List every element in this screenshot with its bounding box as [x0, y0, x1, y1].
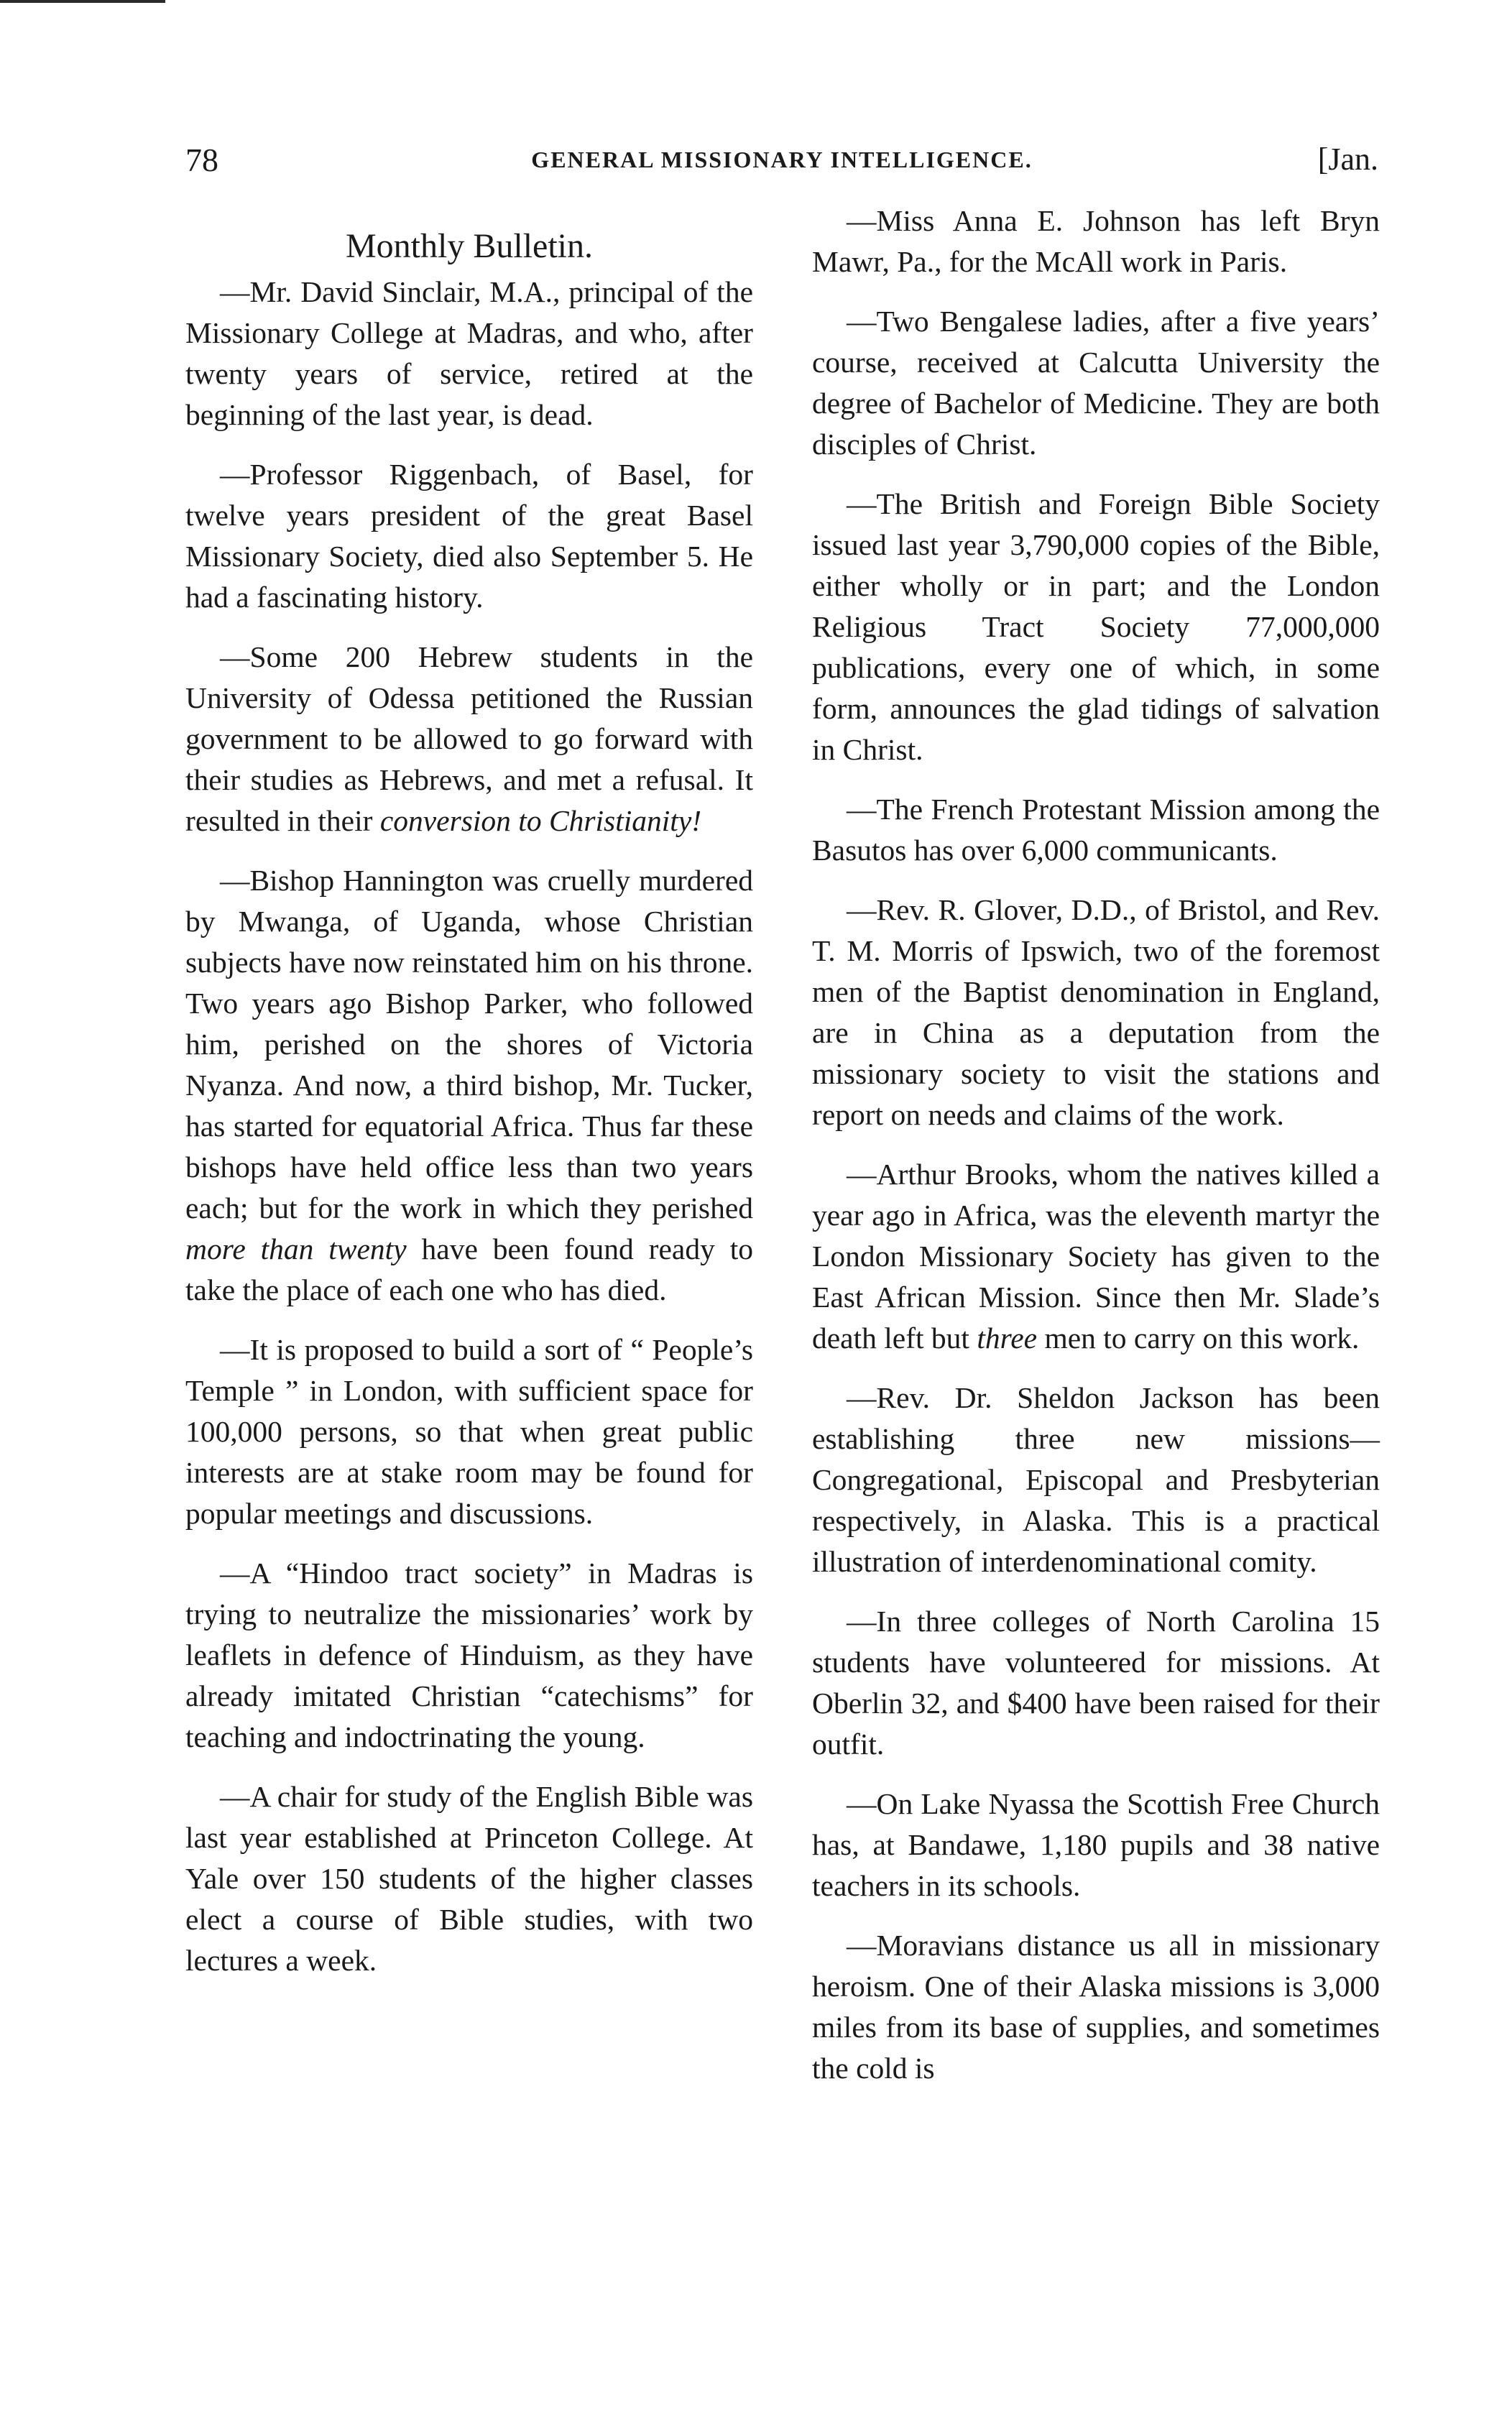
emphasis-text: conversion to Christianity!	[379, 804, 702, 837]
text-segment: —Arthur Brooks, whom the natives killed a year ago in Africa, was the eleventh martyr the London Missionary Society has given to the East African Mission. Since then Mr. Slade’s death left but	[812, 1158, 1380, 1355]
text-segment: —On Lake Nyassa the Scottish Free Church has, at Bandawe, 1,180 pupils and 38 native teachers in its schools.	[812, 1787, 1380, 1902]
bulletin-item	[185, 637, 753, 841]
bulletin-item	[185, 1776, 753, 1981]
bulletin-item	[185, 1329, 753, 1534]
text-segment: —Some 200 Hebrew students in the University of Odessa petitioned the Russian government to be allowed to go forward with their studies as Hebrews, and met a refusal. It resulted in their	[185, 640, 753, 837]
left-column	[185, 198, 753, 2000]
page-number: 78	[185, 142, 218, 178]
text-segment: —Rev. Dr. Sheldon Jackson has been establishing three new missions—Congregational, Episcopal and Presbyterian respectively, in Alaska. This is a practical illustration of interdenominational comity.	[812, 1381, 1380, 1578]
bulletin-item	[185, 1553, 753, 1758]
emphasis-text: more than twenty	[185, 1232, 407, 1265]
bulletin-item	[185, 860, 753, 1311]
bulletin-item	[812, 200, 1380, 282]
bulletin-item	[812, 890, 1380, 1135]
text-segment: —Moravians distance us all in missionary heroism. One of their Alaska missions is 3,000 miles from its base of supplies, and sometimes the cold is	[812, 1929, 1380, 2085]
text-segment: —A “Hindoo tract society” in Madras is trying to neutralize the missionaries’ work by leaflets in defence of Hinduism, as they have already imitated Christian “catechisms” for teaching and indoctrinating the young.	[185, 1556, 753, 1753]
text-segment: —Mr. David Sinclair, M.A., principal of the Missionary College at Madras, and who, after twenty years of service, retired at the beginning of the last year, is dead.	[185, 275, 753, 431]
text-segment: —Two Bengalese ladies, after a five years’ course, received at Calcutta University the degree of Bachelor of Medicine. They are both disciples of Christ.	[812, 305, 1380, 461]
section-heading: Monthly Bulletin.	[345, 227, 593, 265]
text-segment: men to carry on this work.	[1037, 1321, 1360, 1355]
issue-label: [Jan.	[1317, 142, 1378, 177]
bulletin-item	[812, 484, 1380, 770]
text-segment: —In three colleges of North Carolina 15 students have volunteered for missions. At Oberlin 32, and $400 have been raised for their outfit.	[812, 1605, 1380, 1761]
page-header	[185, 141, 1378, 184]
bulletin-item	[185, 272, 753, 435]
bulletin-item	[812, 1784, 1380, 1906]
left-paragraphs	[185, 272, 753, 1981]
bulletin-item	[812, 301, 1380, 465]
bulletin-item	[812, 789, 1380, 871]
text-segment: —The French Protestant Mission among the Basutos has over 6,000 communicants.	[812, 793, 1380, 867]
top-rule	[0, 0, 165, 3]
running-title: GENERAL MISSIONARY INTELLIGENCE.	[531, 147, 1033, 172]
text-segment: —Miss Anna E. Johnson has left Bryn Mawr, Pa., for the McAll work in Paris.	[812, 204, 1380, 278]
bulletin-item	[185, 454, 753, 618]
emphasis-text: three	[977, 1321, 1038, 1355]
text-segment: —A chair for study of the English Bible was last year established at Princeton College. At Yale over 150 students of the higher classes elect a course of Bible studies, with two lectures a week.	[185, 1780, 753, 1977]
text-segment: —Rev. R. Glover, D.D., of Bristol, and Rev. T. M. Morris of Ipswich, two of the foremost men of the Baptist denomination in England, are in China as a deputation from the missionary society to visit the stations and report on needs and claims of the work.	[812, 893, 1380, 1131]
right-paragraphs	[812, 200, 1380, 2089]
text-segment: —The British and Foreign Bible Society issued last year 3,790,000 copies of the Bible, either wholly or in part; and the London Religious Tract Society 77,000,000 publications, every one of which, in some form, announces the glad tidings of salvation in Christ.	[812, 487, 1380, 766]
bulletin-item	[812, 1154, 1380, 1359]
right-column	[812, 198, 1380, 2108]
text-segment: —Professor Riggenbach, of Basel, for twelve years president of the great Basel Missionary Society, died also September 5. He had a fascinating history.	[185, 458, 753, 614]
text-segment: have been found ready to take the place of each one who has died.	[185, 1232, 753, 1306]
text-segment: —It is proposed to build a sort of “ People’s Temple ” in London, with sufficient space for 100,000 persons, so that when great public interests are at stake room may be found for popular meetings and discussions.	[185, 1333, 753, 1530]
bulletin-item	[812, 1601, 1380, 1765]
bulletin-item	[812, 1378, 1380, 1582]
bulletin-item	[812, 1925, 1380, 2089]
text-segment: —Bishop Hannington was cruelly murdered by Mwanga, of Uganda, whose Christian subjects have now reinstated him on his throne. Two years ago Bishop Parker, who followed him, perished on the shores of Victoria Nyanza. And now, a third bishop, Mr. Tucker, has started for equatorial Africa. Thus far these bishops have held office less than two years each; but for the work in which they perished	[185, 864, 753, 1224]
